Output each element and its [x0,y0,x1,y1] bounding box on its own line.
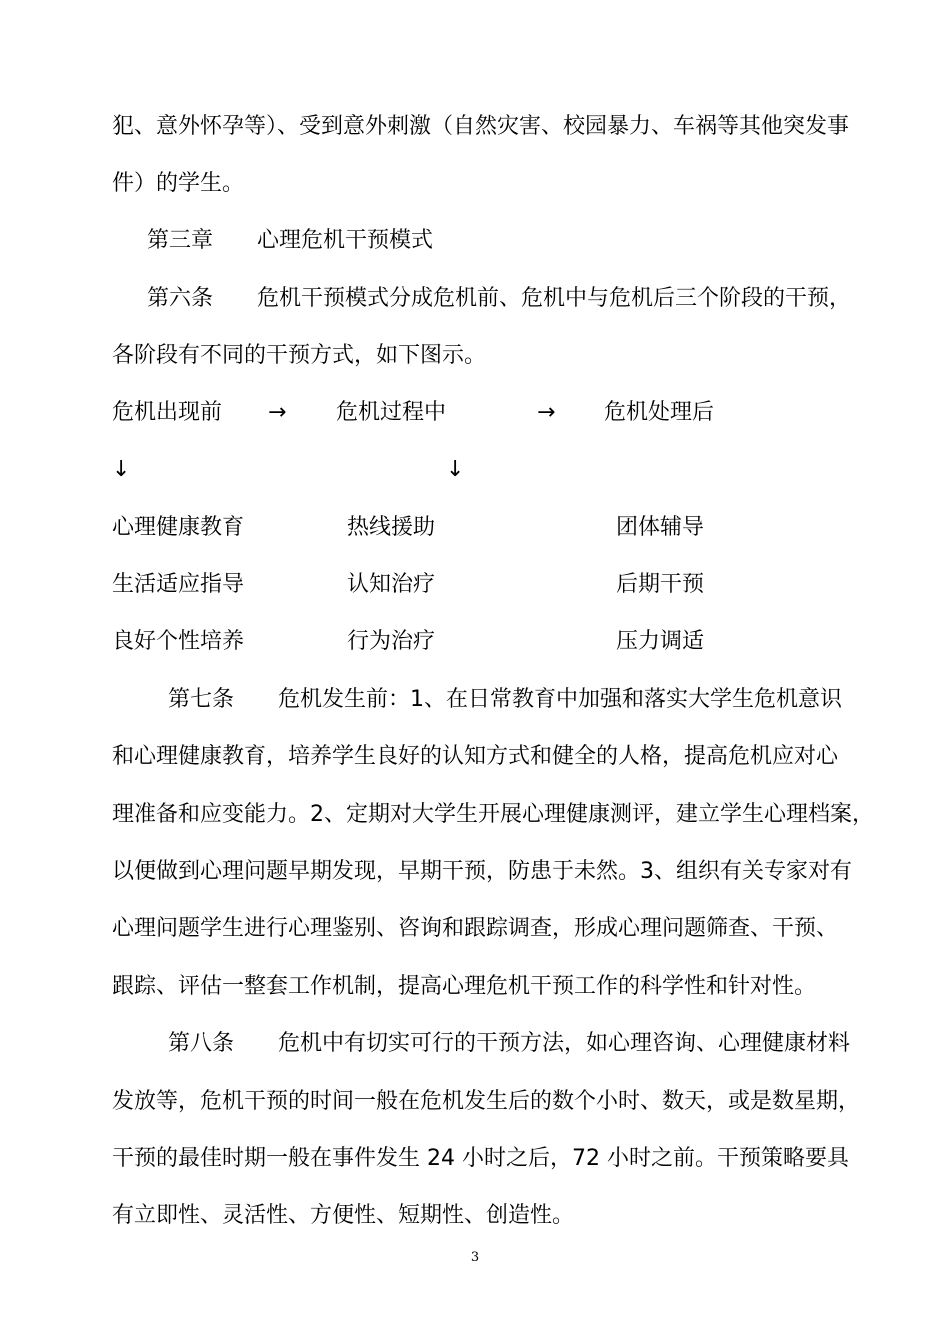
diagram-item: 心理健康教育 [112,515,245,540]
chapter-title: 心理危机干预模式 [257,228,434,253]
article-number: 第六条 [147,286,214,311]
text-line: 犯、意外怀孕等）、受到意外刺激（自然灾害、校园暴力、车祸等其他突发事 [112,114,850,139]
diagram-stage-after: 危机处理后 [604,400,715,425]
article-number: 第七条 [168,687,235,712]
text-line: 有立即性、灵活性、方便性、短期性、创造性。 [112,1203,575,1228]
text-line: 和心理健康教育，培养学生良好的认知方式和健全的人格，提高危机应对心 [112,744,839,769]
text-line: 发放等，危机干预的时间一般在危机发生后的数个小时、数天，或是数星期， [112,1089,861,1114]
chapter-heading [147,226,433,256]
article-6 [147,284,851,314]
diagram-item: 团体辅导 [616,515,705,540]
article-text: 危机发生前：1、在日常教育中加强和落实大学生危机意识 [278,687,843,712]
diagram-item: 生活适应指导 [112,572,245,597]
article-text: 危机干预模式分成危机前、危机中与危机后三个阶段的干预， [257,286,852,311]
article-8 [168,1029,850,1059]
text-line: 理准备和应变能力。2、定期对大学生开展心理健康测评，建立学生心理档案， [112,802,874,827]
diagram-arrow-right: → [268,400,287,425]
diagram-item: 良好个性培养 [112,629,245,654]
diagram-item: 后期干预 [616,572,705,597]
diagram-item: 行为治疗 [347,629,436,654]
article-text: 危机中有切实可行的干预方法，如心理咨询、心理健康材料 [278,1031,851,1056]
diagram-arrow-right: → [537,400,556,425]
text-line: 干预的最佳时期一般在事件发生 24 小时之后，72 小时之前。干预策略要具 [112,1146,849,1171]
diagram-stage-during: 危机过程中 [336,400,447,425]
text-line: 各阶段有不同的干预方式，如下图示。 [112,343,487,368]
diagram-item: 认知治疗 [347,572,436,597]
chapter-number: 第三章 [147,228,214,253]
diagram-arrow-down: ↓ [112,457,131,482]
diagram-item: 热线援助 [347,515,436,540]
article-7 [168,685,842,715]
diagram-arrow-down: ↓ [446,457,465,482]
diagram-item: 压力调适 [616,629,705,654]
text-line: 件）的学生。 [112,171,245,196]
text-line: 以便做到心理问题早期发现，早期干预，防患于未然。3、组织有关专家对有 [112,859,852,884]
text-line: 跟踪、评估一整套工作机制，提高心理危机干预工作的科学性和针对性。 [112,974,817,999]
diagram-stage-before: 危机出现前 [112,400,223,425]
page-number: 3 [470,1250,480,1265]
article-number: 第八条 [168,1031,235,1056]
text-line: 心理问题学生进行心理鉴别、咨询和跟踪调查，形成心理问题筛查、干预、 [112,916,839,941]
